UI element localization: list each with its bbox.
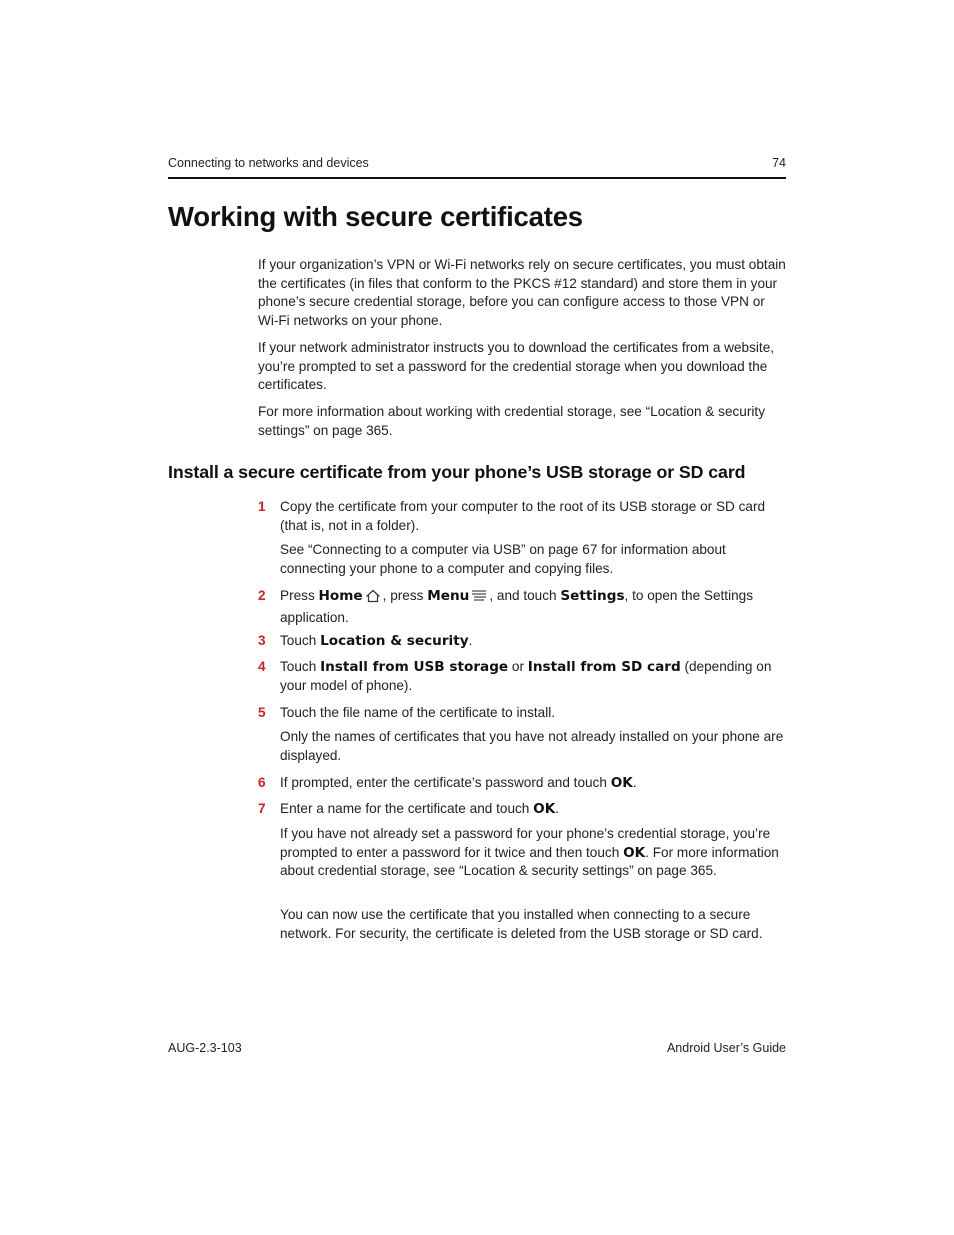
step-number: 4: [258, 659, 266, 674]
step-7-note-1: If you have not already set a password for your phone’s credential storage, you’re prompted to enter a password for it twice and then touch OK. For more information about credential storage, see “Location & security settings” on page 365.: [280, 826, 779, 879]
footer-guide-title: Android User’s Guide: [666, 1041, 786, 1055]
step-number: 6: [258, 775, 266, 790]
ui-label-location-security: Location & security: [320, 633, 469, 649]
intro-paragraph-1: If your organization’s VPN or Wi-Fi networks rely on secure certificates, you must obtain the certificates (in files that conform to the PKCS #12 standard) and store them in your phone’s secure credential storage, before you can configure access to those VPN or Wi-Fi networks on your phone.: [258, 257, 786, 329]
ui-label-menu: Menu: [427, 588, 470, 604]
step-number: 2: [258, 588, 266, 603]
ui-label-ok: OK: [623, 844, 646, 861]
page-title: Working with secure certificates: [168, 201, 583, 232]
step-number: 7: [258, 801, 266, 816]
step-5-note: Only the names of certificates that you have not already installed on your phone are displayed.: [280, 729, 784, 763]
step-text: Copy the certificate from your computer to the root of its USB storage or SD card (that is, not in a folder).: [280, 499, 766, 533]
step-text: Touch Location & security.: [280, 633, 473, 649]
intro-paragraph-2: If your network administrator instructs you to download the certificates from a website, you’re prompted to set a password for the credential storage when you download the certificates.: [258, 340, 775, 393]
ui-label-home: Home: [318, 588, 363, 604]
step-number: 5: [258, 705, 266, 720]
step-text: Touch Install from USB storage or Install from SD card (depending on your model of phone).: [280, 659, 772, 693]
step-text: Touch the file name of the certificate to install.: [280, 705, 556, 720]
ui-label-install-usb: Install from USB storage: [320, 659, 509, 675]
running-header: [168, 155, 786, 179]
ui-label-ok: OK: [610, 775, 633, 791]
ui-label-settings: Settings: [560, 588, 625, 604]
intro-paragraph-3: For more information about working with credential storage, see “Location & security settings” on page 365.: [258, 404, 765, 438]
step-text: Press Home , press Menu , and touch Settings, to open the Settings application.: [280, 588, 754, 625]
step-number: 1: [258, 499, 266, 514]
step-text: If prompted, enter the certificate’s password and touch OK.: [280, 775, 637, 791]
section-subheading: Install a secure certificate from your phone’s USB storage or SD card: [168, 462, 746, 482]
step-text: Enter a name for the certificate and touch OK.: [280, 801, 560, 817]
running-header-section: Connecting to networks and devices: [168, 156, 369, 170]
step-number: 3: [258, 633, 266, 648]
footer-doc-id: AUG-2.3-103: [168, 1041, 242, 1055]
step-1-note: See “Connecting to a computer via USB” on page 67 for information about connecting your phone to a computer and copying files.: [280, 542, 726, 576]
home-icon: [365, 589, 381, 609]
ui-label-install-sd: Install from SD card: [527, 659, 681, 675]
menu-icon: [471, 589, 487, 609]
page-number: 74: [772, 156, 786, 170]
step-7-note-2: You can now use the certificate that you installed when connecting to a secure network. For security, the certificate is deleted from the USB storage or SD card.: [280, 907, 763, 941]
ui-label-ok: OK: [533, 801, 556, 817]
